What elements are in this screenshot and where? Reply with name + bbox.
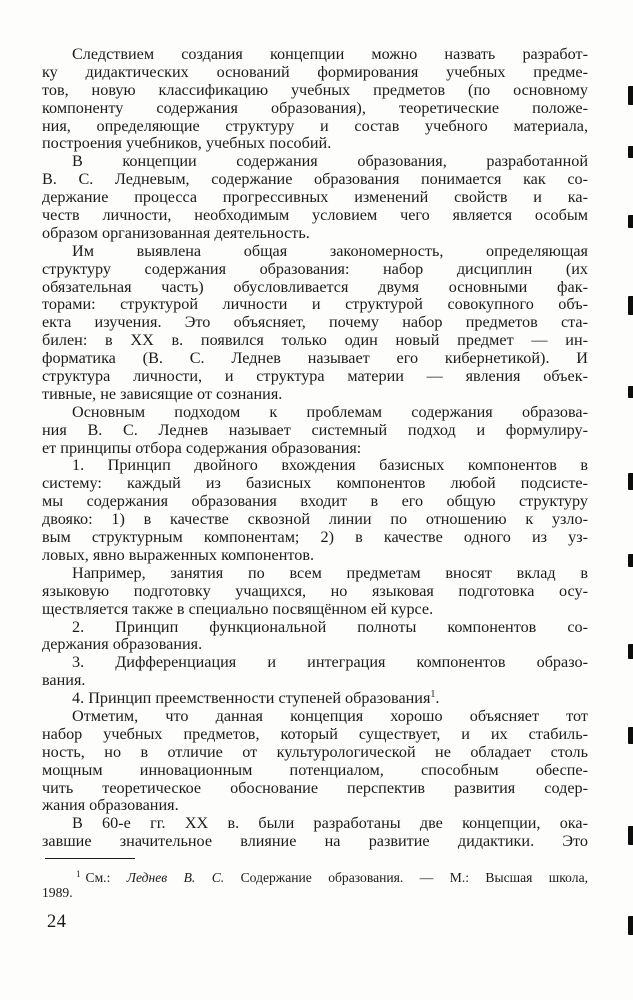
text-line: образом организованная деятельность. bbox=[42, 223, 310, 242]
scan-edge-mark bbox=[628, 727, 633, 744]
text-line: В. С. Ледневым, содержание образования понимается как со- bbox=[42, 170, 588, 189]
text-line: структура личности, и структура материи — явления объек- bbox=[42, 367, 588, 386]
text-line: Отметим, что данная концепция хорошо объясняет тот bbox=[72, 706, 588, 725]
text-line: В концепции содержания образования, разработанной bbox=[72, 152, 588, 171]
footnote-citation: Содержание образования. — М.: Высшая школа, bbox=[224, 870, 588, 885]
text-line: форматика (В. С. Леднев называет его кибернетикой). И bbox=[42, 349, 588, 368]
text-line: завшие значительное влияние на развитие дидактики. Это bbox=[42, 832, 588, 851]
text-line: систему: каждый из базисных компонентов любой подсисте- bbox=[42, 474, 588, 493]
text-line: ния, определяющие структуру и состав учебного материала, bbox=[42, 116, 588, 135]
text-line: Основным подходом к проблемам содержания образова- bbox=[72, 402, 588, 421]
scan-edge-mark bbox=[628, 916, 633, 935]
text-body bbox=[42, 46, 588, 851]
text-line: Например, занятия по всем предметам вносят вклад в bbox=[72, 563, 588, 582]
text-line: 2. Принцип функциональной полноты компонентов со- bbox=[72, 617, 588, 636]
footnote-rule bbox=[45, 858, 135, 859]
text-line: структуру содержания образования: набор дисциплин (их bbox=[42, 259, 588, 278]
scan-edge-mark bbox=[628, 215, 633, 228]
text-line: мы содержания образования входит в его общую структуру bbox=[42, 492, 588, 511]
text-line bbox=[42, 690, 588, 708]
text-line: двояко: 1) в качестве сквозной линии по отношению к узло- bbox=[42, 510, 588, 529]
text-line: построения учебников, учебных пособий. bbox=[42, 134, 332, 153]
text-line: тивные, не зависящие от сознания. bbox=[42, 384, 283, 403]
footnote-line bbox=[42, 866, 588, 884]
text-line: ку дидактических оснований формирования учебных предме- bbox=[42, 62, 588, 81]
text-line: держания образования. bbox=[42, 635, 203, 654]
text-line: ществляется также в специально посвящённом ей курсе. bbox=[42, 599, 434, 618]
text-line: 1. Принцип двойного вхождения базисных компонентов в bbox=[72, 456, 588, 475]
text-line: ния В. С. Леднев называет системный подход и формулиру- bbox=[42, 420, 588, 439]
text-line: Следствием создания концепции можно назвать разработ- bbox=[72, 45, 588, 63]
text-line: вания. bbox=[42, 671, 86, 690]
footnote-line: 1989. bbox=[42, 884, 73, 900]
footnote-reference: 1 bbox=[430, 689, 436, 701]
text-line: держание процесса прогрессивных изменений свойств и ка- bbox=[42, 188, 588, 207]
text-line: ловых, явно выраженных компонентов. bbox=[42, 545, 315, 564]
footnote bbox=[42, 866, 588, 901]
text-line: вым структурным компонентам; 2) в качестве одного из уз- bbox=[42, 528, 588, 547]
text-line: честв личности, необходимым условием чего является особым bbox=[42, 206, 588, 225]
text-line: чить теоретическое обоснование перспектив развития содер- bbox=[42, 778, 588, 797]
text-line: жания образования. bbox=[42, 796, 179, 815]
scan-edge-mark bbox=[628, 86, 633, 105]
scan-edge-mark bbox=[628, 826, 633, 845]
text-line: билен: в XX в. появился только один новый предмет — ин- bbox=[42, 331, 588, 350]
scan-edge-mark bbox=[628, 146, 633, 158]
text-line: ность, но в отличие от культурологической не обладает столь bbox=[42, 742, 588, 761]
footnote-see: См.: bbox=[85, 870, 127, 885]
text-line: мощным инновационным потенциалом, способным обеспе- bbox=[42, 760, 588, 779]
text-line: компоненту содержания образования), теоретические положе- bbox=[42, 98, 588, 117]
footnote-marker: 1 bbox=[76, 869, 81, 879]
text-line: тов, новую классификацию учебных предметов (по основному bbox=[42, 80, 588, 99]
text-segment: 4. Принцип преемственности ступеней образования bbox=[72, 689, 431, 708]
text-line: ет принципы отбора содержания образования: bbox=[42, 438, 362, 457]
text-line: В 60-е гг. XX в. были разработаны две концепции, ока- bbox=[72, 814, 588, 833]
page-number: 24 bbox=[47, 912, 67, 932]
scan-edge-mark bbox=[628, 554, 633, 567]
text-line: торами: структурой личности и структурой совокупного объ- bbox=[42, 295, 588, 314]
text-line: набор учебных предметов, который существует, и их стабиль- bbox=[42, 724, 588, 743]
text-line: 3. Дифференциация и интеграция компонентов образо- bbox=[72, 653, 588, 672]
scan-edge-mark bbox=[628, 473, 633, 490]
text-line: языковую подготовку учащихся, но языковая подготовка осу- bbox=[42, 581, 588, 600]
footnote-author: Леднев В. С. bbox=[126, 870, 225, 885]
scan-edge-mark bbox=[628, 386, 633, 398]
scan-edge-mark bbox=[628, 296, 633, 315]
text-segment: . bbox=[435, 689, 440, 708]
text-line: Им выявлена общая закономерность, определяющая bbox=[72, 241, 588, 260]
text-line: обязательная часть) обусловливается двумя основными фак- bbox=[42, 277, 588, 296]
scan-edge-mark bbox=[628, 644, 633, 659]
text-line: екта изучения. Это объясняет, почему набор предметов ста- bbox=[42, 313, 588, 332]
